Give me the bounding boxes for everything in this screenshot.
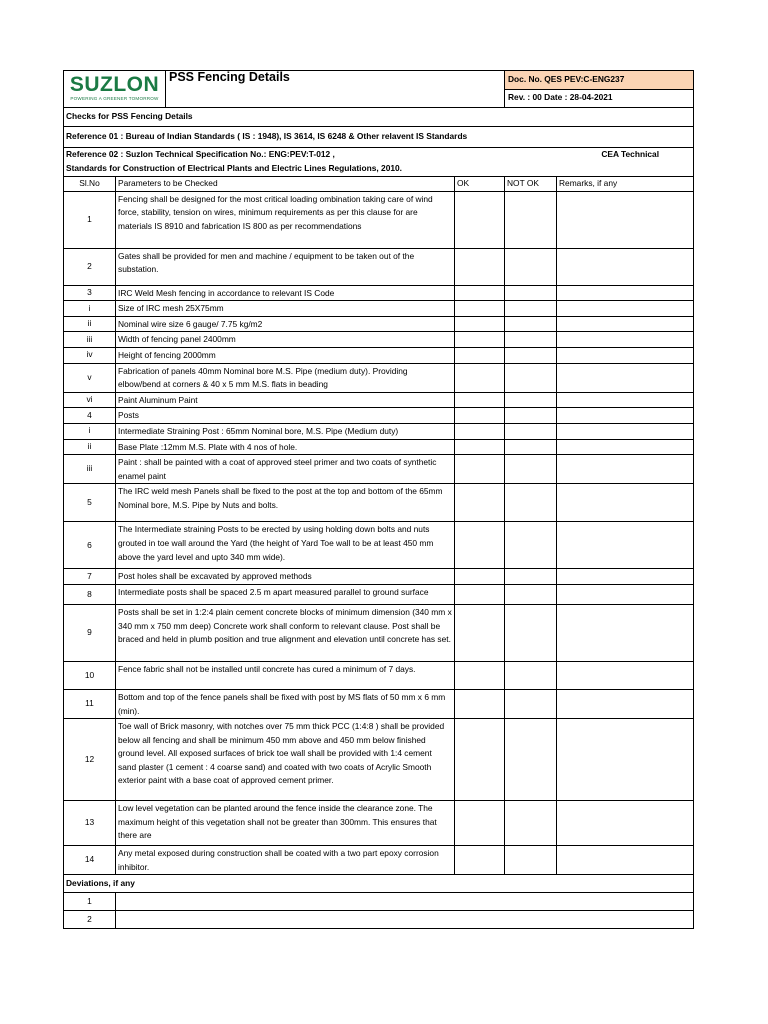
row-parameter: Post holes shall be excavated by approved methods bbox=[116, 569, 455, 585]
checklist-sheet bbox=[63, 70, 693, 929]
header-table bbox=[63, 70, 694, 108]
doc-number: Doc. No. QES PEV:C-ENG237 bbox=[505, 71, 694, 90]
checks-title: Checks for PSS Fencing Details bbox=[64, 108, 694, 127]
remarks-cell[interactable] bbox=[557, 363, 694, 392]
row-parameter: IRC Weld Mesh fencing in accordance to relevant IS Code bbox=[116, 285, 455, 301]
ok-cell[interactable] bbox=[455, 522, 505, 569]
logo-wordmark: SUZLON bbox=[69, 72, 160, 96]
row-parameter: Any metal exposed during construction shall be coated with a two part epoxy corrosion inhibitor. bbox=[116, 846, 455, 875]
remarks-cell[interactable] bbox=[557, 522, 694, 569]
reference-02-cea: CEA Technical bbox=[601, 149, 660, 160]
ok-cell[interactable] bbox=[455, 604, 505, 661]
row-parameter: Paint : shall be painted with a coat of approved steel primer and two coats of synthetic enamel paint bbox=[116, 455, 455, 484]
not-ok-cell[interactable] bbox=[505, 801, 557, 846]
table-row bbox=[64, 522, 694, 569]
remarks-cell[interactable] bbox=[557, 569, 694, 585]
remarks-cell[interactable] bbox=[557, 392, 694, 408]
deviation-number: 2 bbox=[64, 911, 116, 929]
reference-02-line2: Standards for Construction of Electrical Plants and Electric Lines Regulations, 2010. bbox=[66, 163, 403, 173]
row-parameter: Fence fabric shall not be installed until concrete has cured a minimum of 7 days. bbox=[116, 661, 455, 689]
not-ok-cell[interactable] bbox=[505, 846, 557, 875]
row-number: 2 bbox=[64, 248, 116, 285]
remarks-cell[interactable] bbox=[557, 248, 694, 285]
deviations-title: Deviations, if any bbox=[64, 875, 694, 893]
row-number: 8 bbox=[64, 584, 116, 604]
col-not-ok: NOT OK bbox=[505, 177, 557, 192]
table-row bbox=[64, 439, 694, 455]
ok-cell[interactable] bbox=[455, 347, 505, 363]
table-row bbox=[64, 484, 694, 522]
row-number: i bbox=[64, 301, 116, 317]
ok-cell[interactable] bbox=[455, 661, 505, 689]
reference-02 bbox=[64, 148, 694, 177]
row-parameter: The IRC weld mesh Panels shall be fixed to the post at the top and bottom of the 65mm Nominal bore, M.S. Pipe by Nuts and bolts. bbox=[116, 484, 455, 522]
ok-cell[interactable] bbox=[455, 423, 505, 439]
row-number: vi bbox=[64, 392, 116, 408]
row-number: 5 bbox=[64, 484, 116, 522]
col-parameters: Parameters to be Checked bbox=[116, 177, 455, 192]
row-number: 10 bbox=[64, 661, 116, 689]
row-number: 1 bbox=[64, 191, 116, 248]
remarks-cell[interactable] bbox=[557, 439, 694, 455]
remarks-cell[interactable] bbox=[557, 408, 694, 424]
ok-cell[interactable] bbox=[455, 191, 505, 248]
not-ok-cell[interactable] bbox=[505, 439, 557, 455]
remarks-cell[interactable] bbox=[557, 584, 694, 604]
ok-cell[interactable] bbox=[455, 484, 505, 522]
not-ok-cell[interactable] bbox=[505, 248, 557, 285]
remarks-cell[interactable] bbox=[557, 484, 694, 522]
row-number: 6 bbox=[64, 522, 116, 569]
table-row bbox=[64, 846, 694, 875]
not-ok-cell[interactable] bbox=[505, 332, 557, 348]
table-row bbox=[64, 801, 694, 846]
remarks-cell[interactable] bbox=[557, 661, 694, 689]
table-row bbox=[64, 661, 694, 689]
suzlon-logo bbox=[70, 74, 159, 102]
not-ok-cell[interactable] bbox=[505, 363, 557, 392]
row-number: i bbox=[64, 423, 116, 439]
remarks-cell[interactable] bbox=[557, 191, 694, 248]
table-row bbox=[64, 719, 694, 801]
reference-01: Reference 01 : Bureau of Indian Standards ( IS : 1948), IS 3614, IS 6248 & Other relavent IS Standards bbox=[64, 127, 694, 148]
row-parameter: Toe wall of Brick masonry, with notches over 75 mm thick PCC (1:4:8 ) shall be provided below all fencing and shall be minimum 450 mm above and 450 mm below finished ground level. All exposed surfaces of brick toe wall shall be provided with 1:4 cement sand plaster (1 cement : 4 coarse sand) and coated with two coats of Acrylic Smooth exterior paint with a base coat of approved cement primer. bbox=[116, 719, 455, 801]
table-row bbox=[64, 285, 694, 301]
remarks-cell[interactable] bbox=[557, 801, 694, 846]
row-parameter: Gates shall be provided for men and machine / equipment to be taken out of the substation. bbox=[116, 248, 455, 285]
not-ok-cell[interactable] bbox=[505, 301, 557, 317]
table-row bbox=[64, 423, 694, 439]
ok-cell[interactable] bbox=[455, 719, 505, 801]
revision-date: Rev. : 00 Date : 28-04-2021 bbox=[505, 89, 694, 108]
remarks-cell[interactable] bbox=[557, 604, 694, 661]
row-number: ii bbox=[64, 316, 116, 332]
ok-cell[interactable] bbox=[455, 569, 505, 585]
row-number: 12 bbox=[64, 719, 116, 801]
row-parameter: Bottom and top of the fence panels shall be fixed with post by MS flats of 50 mm x 6 mm (min). bbox=[116, 689, 455, 718]
table-row bbox=[64, 584, 694, 604]
ok-cell[interactable] bbox=[455, 584, 505, 604]
not-ok-cell[interactable] bbox=[505, 569, 557, 585]
col-ok: OK bbox=[455, 177, 505, 192]
not-ok-cell[interactable] bbox=[505, 316, 557, 332]
remarks-cell[interactable] bbox=[557, 285, 694, 301]
not-ok-cell[interactable] bbox=[505, 484, 557, 522]
row-number: 13 bbox=[64, 801, 116, 846]
deviation-number: 1 bbox=[64, 893, 116, 911]
not-ok-cell[interactable] bbox=[505, 392, 557, 408]
remarks-cell[interactable] bbox=[557, 316, 694, 332]
row-parameter: Posts bbox=[116, 408, 455, 424]
row-parameter: Fabrication of panels 40mm Nominal bore M.S. Pipe (medium duty). Providing elbow/bend at corners & 40 x 5 mm M.S. flats in beading bbox=[116, 363, 455, 392]
deviation-row bbox=[64, 911, 694, 929]
deviation-entry[interactable] bbox=[116, 911, 694, 929]
table-row bbox=[64, 689, 694, 718]
logo-tagline: POWERING A GREENER TOMORROW bbox=[70, 95, 159, 101]
document-title: PSS Fencing Details bbox=[166, 71, 505, 108]
logo-cell bbox=[64, 71, 166, 108]
row-number: ii bbox=[64, 439, 116, 455]
table-row bbox=[64, 248, 694, 285]
row-number: 14 bbox=[64, 846, 116, 875]
ok-cell[interactable] bbox=[455, 301, 505, 317]
row-number: 7 bbox=[64, 569, 116, 585]
not-ok-cell[interactable] bbox=[505, 423, 557, 439]
row-number: 11 bbox=[64, 689, 116, 718]
not-ok-cell[interactable] bbox=[505, 689, 557, 718]
not-ok-cell[interactable] bbox=[505, 522, 557, 569]
row-parameter: The Intermediate straining Posts to be erected by using holding down bolts and nuts grouted in toe wall around the Yard (the height of Yard Toe wall to be at least 450 mm above the yard level and upto 340 mm wide). bbox=[116, 522, 455, 569]
ok-cell[interactable] bbox=[455, 689, 505, 718]
remarks-cell[interactable] bbox=[557, 301, 694, 317]
ok-cell[interactable] bbox=[455, 316, 505, 332]
row-number: iii bbox=[64, 332, 116, 348]
row-number: 4 bbox=[64, 408, 116, 424]
ok-cell[interactable] bbox=[455, 285, 505, 301]
remarks-cell[interactable] bbox=[557, 689, 694, 718]
not-ok-cell[interactable] bbox=[505, 661, 557, 689]
row-parameter: Height of fencing 2000mm bbox=[116, 347, 455, 363]
ok-cell[interactable] bbox=[455, 332, 505, 348]
table-row bbox=[64, 569, 694, 585]
table-row bbox=[64, 301, 694, 317]
row-parameter: Posts shall be set in 1:2:4 plain cement concrete blocks of minimum dimension (340 mm x 340 mm x 750 mm deep) Concrete work shall conform to relevant clause. Post shall be braced and held in plumb position and true alignment and elevation until concrete has set. bbox=[116, 604, 455, 661]
table-row bbox=[64, 332, 694, 348]
ok-cell[interactable] bbox=[455, 363, 505, 392]
ok-cell[interactable] bbox=[455, 439, 505, 455]
row-number: 3 bbox=[64, 285, 116, 301]
table-row bbox=[64, 392, 694, 408]
remarks-cell[interactable] bbox=[557, 332, 694, 348]
row-parameter: Fencing shall be designed for the most critical loading ombination taking care of wind force, stability, tension on wires, minimum requirements as per this clause for are materials IS 8910 and fabrication IS 800 as per recommendations bbox=[116, 191, 455, 248]
not-ok-cell[interactable] bbox=[505, 347, 557, 363]
not-ok-cell[interactable] bbox=[505, 455, 557, 484]
not-ok-cell[interactable] bbox=[505, 584, 557, 604]
remarks-cell[interactable] bbox=[557, 423, 694, 439]
row-parameter: Size of IRC mesh 25X75mm bbox=[116, 301, 455, 317]
not-ok-cell[interactable] bbox=[505, 408, 557, 424]
ok-cell[interactable] bbox=[455, 846, 505, 875]
table-row bbox=[64, 363, 694, 392]
row-parameter: Paint Aluminum Paint bbox=[116, 392, 455, 408]
table-row bbox=[64, 455, 694, 484]
ok-cell[interactable] bbox=[455, 408, 505, 424]
remarks-cell[interactable] bbox=[557, 846, 694, 875]
row-parameter: Intermediate Straining Post : 65mm Nominal bore, M.S. Pipe (Medium duty) bbox=[116, 423, 455, 439]
remarks-cell[interactable] bbox=[557, 455, 694, 484]
table-row bbox=[64, 604, 694, 661]
table-row bbox=[64, 316, 694, 332]
not-ok-cell[interactable] bbox=[505, 719, 557, 801]
table-row bbox=[64, 408, 694, 424]
row-parameter: Low level vegetation can be planted around the fence inside the clearance zone. The maximum height of this vegetation shall not be greater than 300mm. This ensures that there are bbox=[116, 801, 455, 846]
remarks-cell[interactable] bbox=[557, 347, 694, 363]
col-remarks: Remarks, if any bbox=[557, 177, 694, 192]
table-row bbox=[64, 191, 694, 248]
row-parameter: Nominal wire size 6 gauge/ 7.75 kg/m2 bbox=[116, 316, 455, 332]
not-ok-cell[interactable] bbox=[505, 191, 557, 248]
checklist-table bbox=[63, 107, 694, 929]
ok-cell[interactable] bbox=[455, 248, 505, 285]
table-row bbox=[64, 347, 694, 363]
row-number: 9 bbox=[64, 604, 116, 661]
deviation-row bbox=[64, 893, 694, 911]
col-slno: Sl.No bbox=[64, 177, 116, 192]
deviation-entry[interactable] bbox=[116, 893, 694, 911]
ok-cell[interactable] bbox=[455, 392, 505, 408]
ok-cell[interactable] bbox=[455, 455, 505, 484]
remarks-cell[interactable] bbox=[557, 719, 694, 801]
row-parameter: Base Plate :12mm M.S. Plate with 4 nos of hole. bbox=[116, 439, 455, 455]
not-ok-cell[interactable] bbox=[505, 285, 557, 301]
row-number: v bbox=[64, 363, 116, 392]
row-number: iii bbox=[64, 455, 116, 484]
row-parameter: Intermediate posts shall be spaced 2.5 m apart measured parallel to ground surface bbox=[116, 584, 455, 604]
reference-02-line1: Reference 02 : Suzlon Technical Specification No.: ENG:PEV:T-012 , CEA Technical bbox=[66, 148, 691, 162]
ok-cell[interactable] bbox=[455, 801, 505, 846]
not-ok-cell[interactable] bbox=[505, 604, 557, 661]
row-number: iv bbox=[64, 347, 116, 363]
row-parameter: Width of fencing panel 2400mm bbox=[116, 332, 455, 348]
